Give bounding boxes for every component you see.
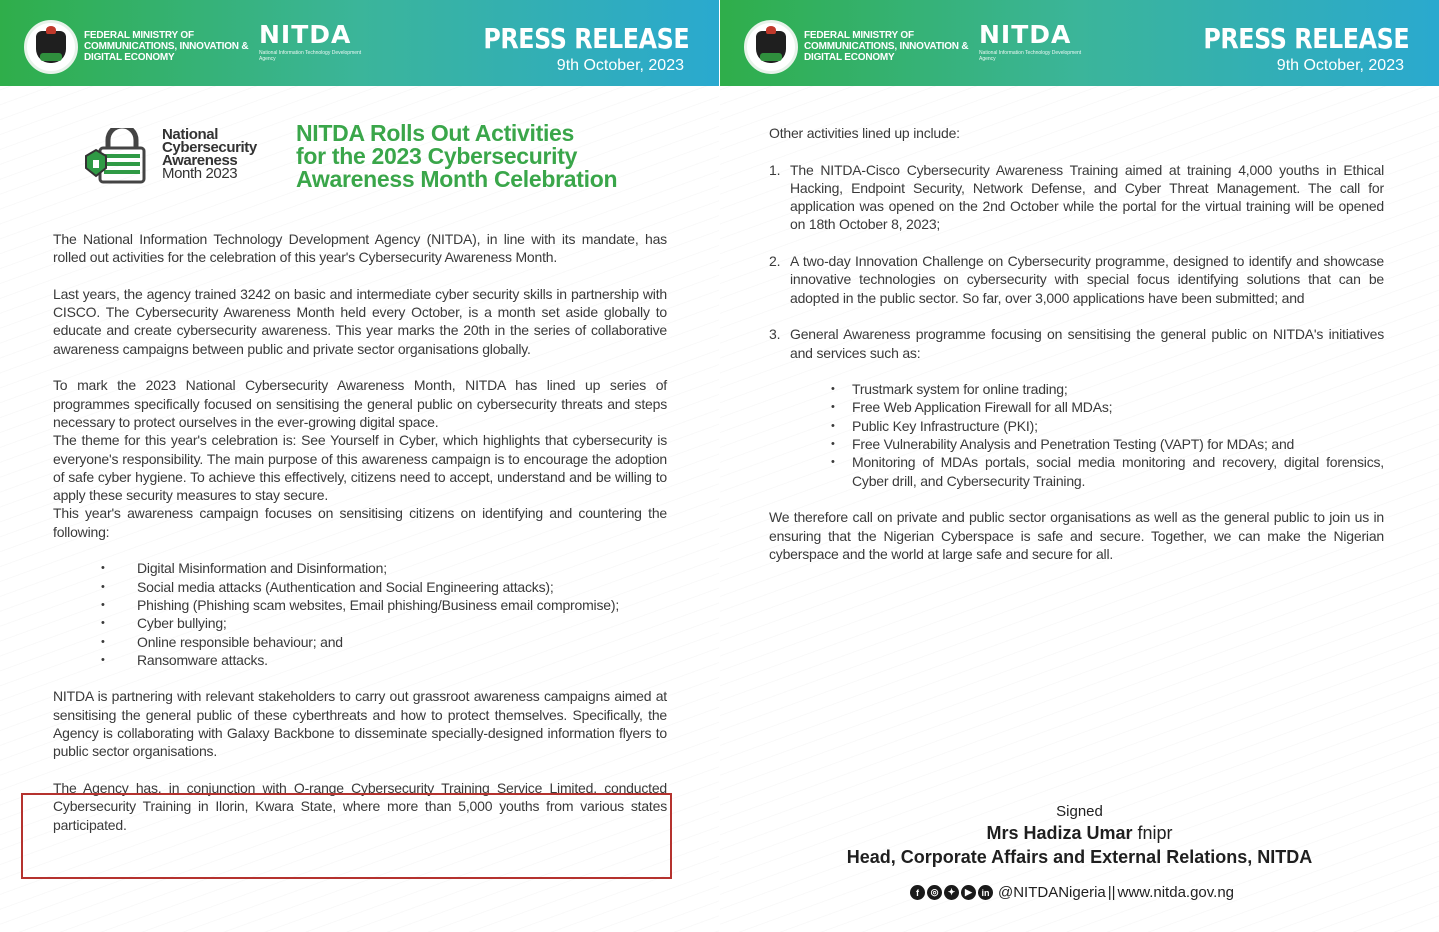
badge-line: Awareness — [162, 152, 238, 169]
list-item: 1. The NITDA-Cisco Cybersecurity Awareness Training aimed at training 4,000 youths in Ethical Hacking, Endpoint Security, Network Defense, and Cyber Threat Management. The call for application was opened on the 2nd October while the portal for the virtual training will be opened on 18th October 8, 2023; — [769, 161, 1384, 233]
badge-line: Cybersecurity — [162, 139, 257, 156]
instagram-icon[interactable]: ◎ — [927, 885, 942, 900]
padlock-icon — [82, 128, 162, 188]
youtube-icon[interactable]: ▶ — [961, 885, 976, 900]
highlighted-paragraph: The Agency has, in conjunction with O-range Cybersecurity Training Service Limited, conducted Cybersecurity Training in Ilorin, Kwara State, where more than 5,000 youths from various states participated. — [53, 779, 667, 833]
website-link[interactable]: www.nitda.gov.ng — [1117, 884, 1235, 901]
header-banner — [0, 0, 719, 86]
list-item: • Free Vulnerability Analysis and Penetration Testing (VAPT) for MDAs; and — [769, 435, 1384, 453]
list-item: • Phishing (Phishing scam websites, Email phishing/Business email compromise); — [53, 596, 667, 614]
coat-of-arms-icon — [24, 20, 78, 74]
list-item: • Digital Misinformation and Disinformation; — [53, 559, 667, 577]
linkedin-icon[interactable]: in — [978, 885, 993, 900]
press-release-title: PRESS RELEASE — [1203, 22, 1409, 55]
press-release-page-2 — [720, 0, 1439, 932]
header-banner — [720, 0, 1439, 86]
nitda-logo: NITDA National Information Technology Development Agency — [259, 20, 362, 62]
list-item: • Social media attacks (Authentication and Social Engineering attacks); — [53, 578, 667, 596]
paragraph: The theme for this year's celebration is: See Yourself in Cyber, which highlights that cybersecurity is everyone's responsibility. The main purpose of this awareness campaign is to encourage the adoption of safe cyber hygiene. To achieve this effectively, citizens need to accept, understand and be willing to apply these security measures to stay secure. — [53, 432, 667, 504]
list-item: 3. General Awareness programme focusing on sensitising the general public on NITDA's initiatives and services such as: — [769, 326, 1384, 361]
list-item: • Ransomware attacks. — [53, 651, 667, 669]
twitter-icon[interactable]: ✦ — [944, 885, 959, 900]
cybersecurity-month-badge — [82, 124, 282, 188]
paragraph: We therefore call on private and public sector organisations as well as the general public to join us in ensuring that the Nigerian Cyberspace is safe and secure. Together, we can make the Nigerian cyberspace and the world at large safe and secure for all. — [769, 509, 1384, 562]
signatory-name: Mrs Hadiza Umar fnipr — [986, 823, 1173, 843]
ministry-name: FEDERAL MINISTRY OF COMMUNICATIONS, INNOVATION & DIGITAL ECONOMY — [804, 30, 969, 63]
press-release-title: PRESS RELEASE — [483, 22, 689, 55]
services-list — [769, 380, 1384, 490]
press-release-date: 9th October, 2023 — [556, 57, 684, 74]
badge-line: Month 2023 — [162, 165, 238, 182]
signatory-role: Head, Corporate Affairs and External Relations, NITDA — [846, 847, 1313, 867]
separator: || — [1107, 884, 1116, 901]
activities-list — [769, 161, 1384, 362]
list-item: • Online responsible behaviour; and — [53, 633, 667, 651]
paragraph: Last years, the agency trained 3242 on basic and intermediate cyber security skills in partnership with CISCO. The Cybersecurity Awareness Month held every October, is a month set aside globally to educate and create cybersecurity awareness. This year marks the 20th in the series of collaborative awareness campaigns between public and private sector organisations globally. — [53, 285, 667, 357]
coat-of-arms-icon — [744, 20, 798, 74]
article-body-left — [53, 230, 667, 834]
paragraph: The National Information Technology Development Agency (NITDA), in line with its mandate, has rolled out activities for the celebration of this year's Cybersecurity Awareness Month. — [53, 231, 667, 266]
badge-line: National — [162, 126, 218, 143]
list-item: • Public Key Infrastructure (PKI); — [769, 417, 1384, 435]
list-item: • Cyber bullying; — [53, 614, 667, 632]
social-handle[interactable]: @NITDANigeria — [998, 884, 1106, 901]
list-item: • Trustmark system for online trading; — [769, 380, 1384, 398]
list-item: 2. A two-day Innovation Challenge on Cybersecurity programme, designed to identify and showcase innovative technologies on cybersecurity with special focus identifying solutions that can be adopted in the public sector. So far, over 3,000 applications have been submitted; and — [769, 253, 1384, 306]
list-item: • Monitoring of MDAs portals, social media monitoring and recovery, digital forensics, Cyber drill, and Cybersecurity Training. — [769, 453, 1384, 490]
article-body-right — [769, 124, 1384, 563]
nitda-logo: NITDA National Information Technology Development Agency — [979, 20, 1082, 62]
paragraph: This year's awareness campaign focuses on sensitising citizens on identifying and countering the following: — [53, 505, 667, 540]
paragraph: Other activities lined up include: — [769, 125, 960, 141]
threat-list — [53, 559, 667, 669]
signed-label: Signed — [1056, 803, 1103, 820]
headline: NITDA Rolls Out Activities for the 2023 Cybersecurity Awareness Month Celebration — [296, 120, 618, 192]
paragraph: NITDA is partnering with relevant stakeholders to carry out grassroot awareness campaigns aimed at sensitising the general public of these cyberthreats and how to protect themselves. Specifically, the Agency is collaborating with Galaxy Backbone to disseminate specially-designed information flyers to public sector organisations. — [53, 688, 667, 760]
press-release-page-1 — [0, 0, 719, 932]
paragraph: To mark the 2023 National Cybersecurity Awareness Month, NITDA has lined up series of programmes specifically focused on sensitising the general public on cybersecurity threats and steps necessary to protect ourselves in the ever-growing digital space. — [53, 377, 667, 430]
facebook-icon[interactable]: f — [910, 885, 925, 900]
press-release-date: 9th October, 2023 — [1276, 57, 1404, 74]
social-footer — [910, 884, 1234, 901]
list-item: • Free Web Application Firewall for all MDAs; — [769, 398, 1384, 416]
highlight-annotation-box — [21, 793, 672, 879]
ministry-name: FEDERAL MINISTRY OF COMMUNICATIONS, INNOVATION & DIGITAL ECONOMY — [84, 30, 249, 63]
